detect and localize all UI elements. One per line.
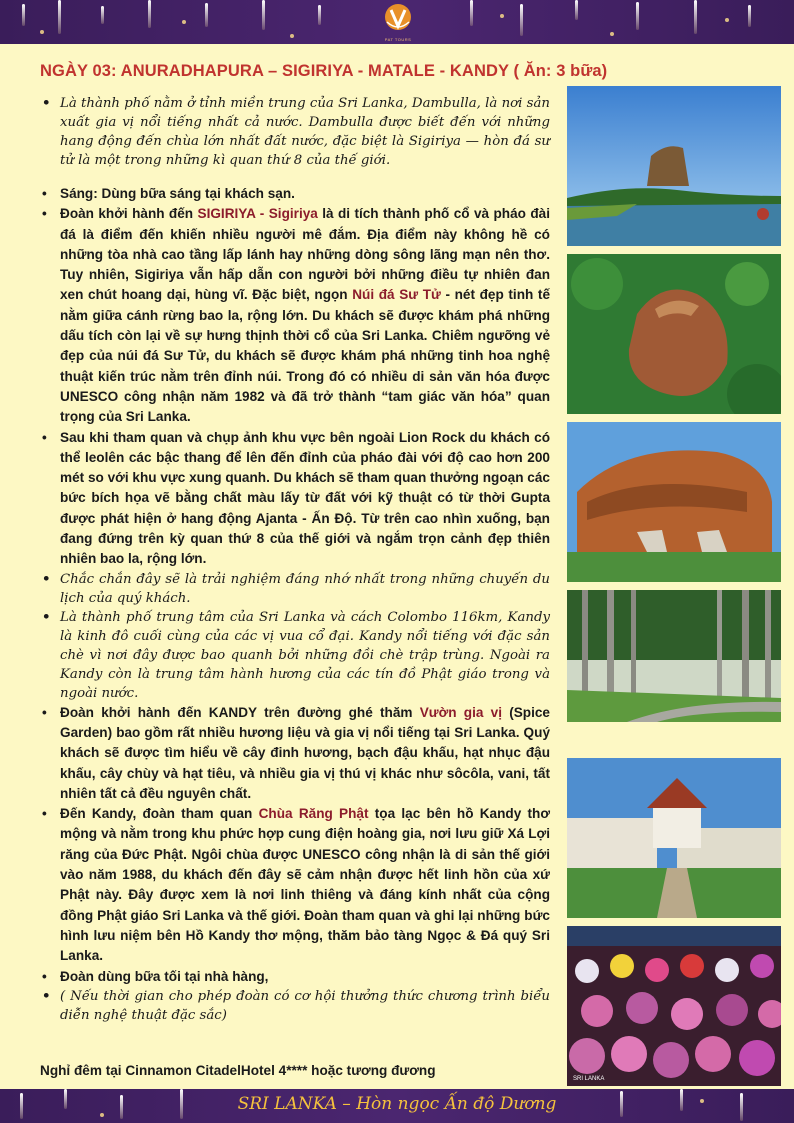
temple-highlight: Chùa Răng Phật	[258, 806, 369, 822]
sparkle-icon	[22, 4, 25, 26]
overnight-note: Nghỉ đêm tại Cinnamon CitadelHotel 4**** hoặc tương đương	[40, 1063, 436, 1078]
sparkle-icon	[694, 0, 697, 34]
temple-item	[40, 804, 550, 966]
sparkle-icon	[575, 0, 578, 20]
sparkle-icon	[748, 5, 751, 27]
intro-item: • Là thành phố nằm ở tỉnh miền trung của Sri Lanka, Dambulla, là nơi sản xuất gia vị nổi tiếng nhất cả nước. Dambulla được biết đến với những hang động đến chùa lớn nhất đất nước, đặc biệt là Sigiriya — hòn đá sư tử là một trong những kì quan thứ 8 của thế giới.	[40, 94, 550, 170]
sparkle-dot	[500, 14, 504, 18]
spice-text-after: (Spice Garden) bao gồm rất nhiều hương liệu và gia vị nổi tiếng tại Sri Lanka. Quý khách sẽ được tìm hiểu về cây đinh hương, bạch đậu khấu, hạt nhục đậu khấu, cây chùy và hạt tiêu, và nhiều gia vị thú vị khác như sôcôla, vani, tất nhiên tất cả đều nguyên chất.	[60, 704, 550, 801]
dinner-item: • Đoàn dùng bữa tối tại nhà hàng,	[40, 967, 550, 987]
sparkle-icon	[470, 0, 473, 26]
sparkle-dot	[40, 30, 44, 34]
flower-market-photo	[567, 926, 781, 1086]
sparkle-dot	[290, 34, 294, 38]
sparkle-icon	[318, 5, 321, 25]
sparkle-icon	[636, 2, 639, 30]
lion-rock-highlight: Núi đá Sư Tử	[352, 287, 441, 303]
temple-text-after: tọa lạc bên hồ Kandy thơ mộng và nằm trong khu phức hợp cung điện hoàng gia, nơi lưu giữ Xá Lợi răng của Đức Phật. Ngôi chùa được UNESCO công nhận là di sản thế giới vào năm 1988, du khách đến đây sẽ cảm nhận được hết linh hồn của xứ Phật này. Đây được xem là nơi linh thiêng và đáng kính nhất của cộng đồng Phật giáo Sri Lanka và thế giới. Đoàn tham quan và ghi lại những bức hình lưu niệm bên Hồ Kandy thơ mộng, thăm bảo tàng Ngọc & Đá quý Sri Lanka.	[60, 806, 551, 964]
sparkle-dot	[182, 20, 186, 24]
sparkle-icon	[58, 0, 61, 34]
palm-avenue-photo	[567, 590, 781, 722]
lion-rock-item: • Sau khi tham quan và chụp ảnh khu vực bên ngoài Lion Rock du khách có thể leolên các bậc thang để lên đến đỉnh của pháo đài với độ cao hơn 200 mét so với khu vực xung quanh. Du khách sẽ tham quan thưởng ngoạn các bức bích họa vẽ bằng chất màu lấy từ đất với kỹ thuật có từ thời Gupta được phát hiện ở hang động Ajanta - Ấn Độ. Từ trên cao nhìn xuống, bạn đang đứng trên kỳ quan thứ 8 của thế giới và ngắm trọn cảnh đẹp thiên nhiên bao la, rộng lớn.	[40, 428, 550, 570]
top-banner	[0, 0, 794, 44]
photo-watermark: SRI LANKA	[573, 1076, 605, 1082]
sigiriya-item	[40, 204, 550, 427]
temple-text-before: Đến Kandy, đoàn tham quan	[60, 806, 259, 822]
footer-title: SRI LANKA – Hòn ngọc Ấn độ Dương	[237, 1094, 557, 1114]
breakfast-item: • Sáng: Dùng bữa sáng tại khách sạn.	[40, 184, 550, 204]
sparkle-icon	[148, 0, 151, 28]
day-heading: NGÀY 03: ANURADHAPURA – SIGIRIYA - MATALE - KANDY ( Ăn: 3 bữa)	[40, 62, 608, 80]
sparkle-icon	[101, 6, 104, 24]
sparkle-icon	[262, 0, 265, 30]
spice-text-before: Đoàn khởi hành đến KANDY trên đường ghé thăm	[60, 704, 420, 720]
sigiriya-text-after: - nét đẹp tinh tế nằm giữa cánh rừng bao la, rộng lớn. Du khách sẽ được khám phá những dấu tích còn lại về sự hưng thịnh thời cổ của Sri Lanka. Chiêm ngưỡng vẻ đẹp của núi đá Sư Tử, du khách sẽ được khám phá những tinh hoa nghệ thuật kiến trúc nằm trên đỉnh núi. Trong đó có nhiều di sản văn hóa được UNESCO công nhận năm 1982 và đã trở thành “tam giác văn hóa” quan trọng của Sri Lanka.	[60, 287, 551, 425]
spice-garden-highlight: Vườn gia vị	[419, 704, 502, 720]
sigiriya-lake-photo	[567, 86, 781, 246]
sparkle-icon	[205, 3, 208, 27]
lion-rock-aerial-photo	[567, 254, 781, 414]
logo-text: PAT TOURS	[384, 37, 412, 42]
sigiriya-text-before: Đoàn khởi hành đến	[60, 206, 198, 222]
show-item: • ( Nếu thời gian cho phép đoàn có cơ hội thưởng thức chương trình biểu diễn nghệ thuật đặc sắc)	[40, 987, 550, 1025]
lion-paws-photo	[567, 422, 781, 582]
temple-of-tooth-photo	[567, 758, 781, 918]
spice-garden-item	[40, 703, 550, 804]
kandy-intro-item: • Là thành phố trung tâm của Sri Lanka và cách Colombo 116km, Kandy là kinh đô cuối cùng của các vị vua cổ đại. Kandy nổi tiếng với đặc sản chè vì nơi đây được bao quanh bởi những đồi chè trập trùng. Ngoài ra Kandy còn là trung tâm hành hương của các tín đồ Phật giáo trong và ngoài nước.	[40, 608, 550, 703]
memorable-item: • Chắc chắn đây sẽ là trải nghiệm đáng nhớ nhất trong những chuyến du lịch của quý khách.	[40, 570, 550, 608]
sigiriya-highlight: SIGIRIYA - Sigiriya	[197, 206, 318, 222]
sparkle-dot	[725, 18, 729, 22]
itinerary-text	[40, 94, 550, 1025]
sigiriya-text-middle: là di tích thành phố cổ và pháo đài đá là điểm đến khiến nhiều người mê đắm. Địa điểm này không hề có những tòa nhà cao tầng lấp lánh hay những dòng sông lãng mạn nên thơ. Tuy nhiên, Sigiriya vẫn hấp dẫn con người bởi những điều tự nhiên đan xen chút hoang dại, hùng vĩ. Đặc biệt, ngọn	[60, 206, 550, 303]
brand-logo	[383, 2, 413, 40]
sparkle-icon	[520, 4, 523, 36]
logo-icon	[383, 2, 413, 34]
sparkle-dot	[610, 32, 614, 36]
